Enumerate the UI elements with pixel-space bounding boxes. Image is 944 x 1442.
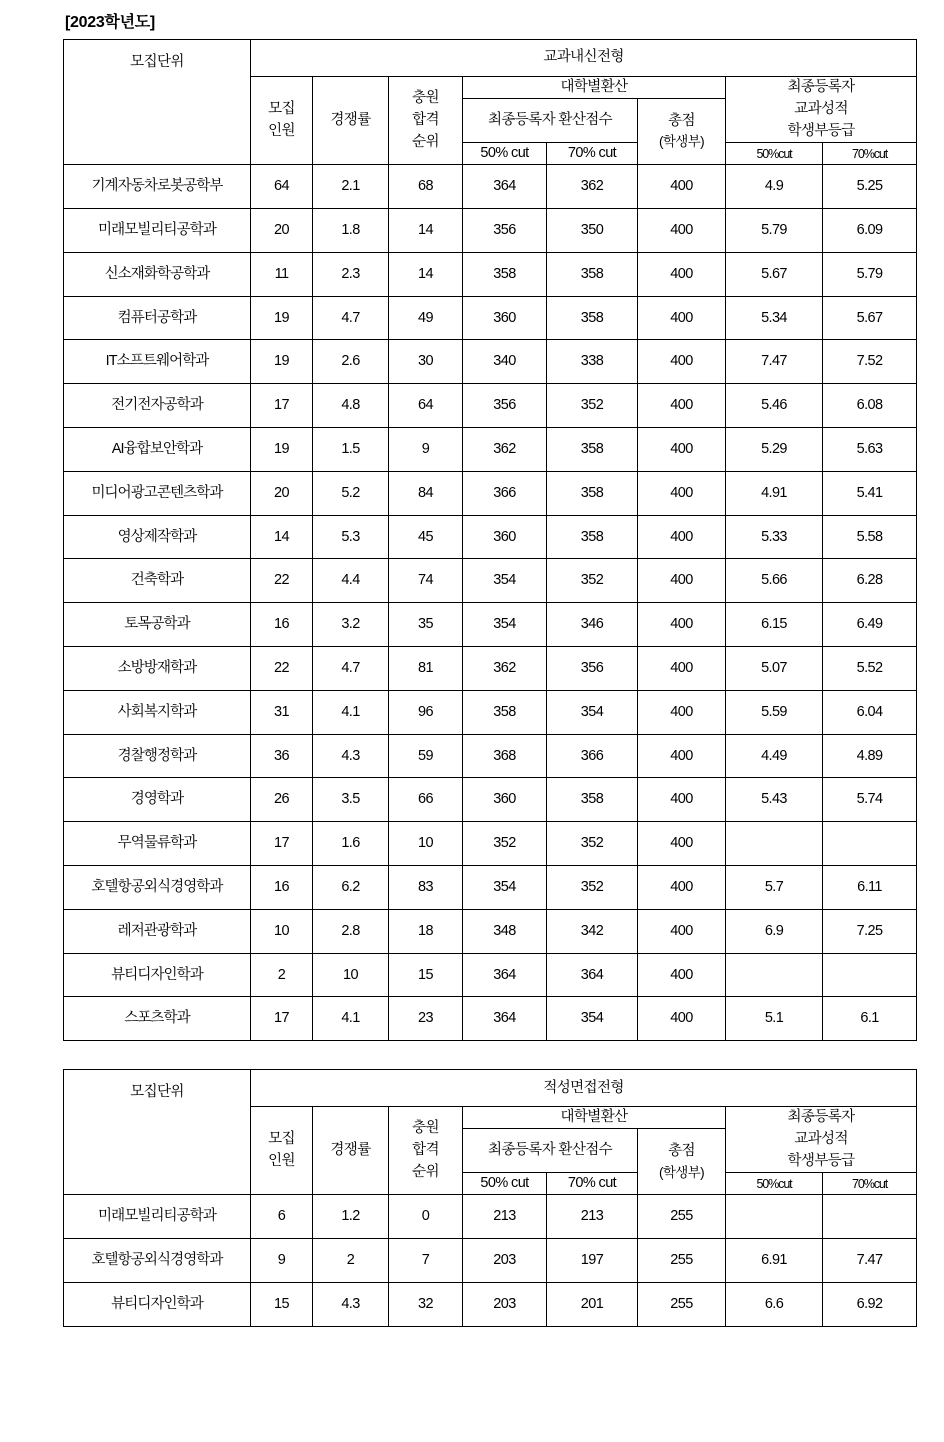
cell-total: 400 xyxy=(638,252,726,296)
cell-unit: 기계자동차로봇공학부 xyxy=(64,165,251,209)
header-final-score: 최종등록자 환산점수 xyxy=(463,1129,638,1173)
cell-total: 400 xyxy=(638,690,726,734)
header-grade-cut70: 70%cut xyxy=(823,1173,917,1195)
cell-score-cut70: 358 xyxy=(547,252,638,296)
cell-quota: 64 xyxy=(251,165,313,209)
cell-score-cut50: 368 xyxy=(463,734,547,778)
table-row xyxy=(64,866,917,910)
cell-score-cut70: 358 xyxy=(547,515,638,559)
table-row xyxy=(64,734,917,778)
cell-fill-rank: 66 xyxy=(389,778,463,822)
table-row xyxy=(64,690,917,734)
table-row xyxy=(64,428,917,472)
cell-score-cut70: 358 xyxy=(547,778,638,822)
cell-competition: 4.1 xyxy=(313,690,389,734)
table-row xyxy=(64,296,917,340)
table-row xyxy=(64,1195,917,1239)
cell-competition: 6.2 xyxy=(313,866,389,910)
cell-grade-cut70 xyxy=(823,953,917,997)
cell-score-cut70: 354 xyxy=(547,997,638,1041)
cell-competition: 2.3 xyxy=(313,252,389,296)
cell-quota: 17 xyxy=(251,822,313,866)
cell-quota: 2 xyxy=(251,953,313,997)
header-total-line1: 총점 xyxy=(668,1142,695,1159)
cell-grade-cut70: 5.25 xyxy=(823,165,917,209)
table-separator xyxy=(63,1041,944,1069)
cell-unit: 신소재화학공학과 xyxy=(64,252,251,296)
cell-competition: 1.5 xyxy=(313,428,389,472)
table-row xyxy=(64,384,917,428)
cell-grade-cut70: 7.47 xyxy=(823,1239,917,1283)
cell-competition: 4.3 xyxy=(313,734,389,778)
header-fill-line3: 순위 xyxy=(412,133,439,150)
header-conversion-group: 대학별환산 xyxy=(463,77,726,99)
table-row xyxy=(64,559,917,603)
cell-fill-rank: 14 xyxy=(389,209,463,253)
cell-total: 255 xyxy=(638,1195,726,1239)
cell-grade-cut50: 5.46 xyxy=(726,384,823,428)
cell-grade-cut70: 5.58 xyxy=(823,515,917,559)
cell-score-cut50: 364 xyxy=(463,165,547,209)
table-row xyxy=(64,997,917,1041)
cell-score-cut50: 360 xyxy=(463,296,547,340)
cell-quota: 14 xyxy=(251,515,313,559)
table-header-jeokseong-myeonjeop xyxy=(64,1070,917,1195)
cell-fill-rank: 23 xyxy=(389,997,463,1041)
cell-quota: 20 xyxy=(251,471,313,515)
cell-score-cut50: 213 xyxy=(463,1195,547,1239)
cell-unit: 영상제작학과 xyxy=(64,515,251,559)
cell-grade-cut50: 6.91 xyxy=(726,1239,823,1283)
header-score-cut70: 70% cut xyxy=(547,1173,638,1195)
cell-grade-cut70: 6.08 xyxy=(823,384,917,428)
header-grade-group xyxy=(726,77,917,143)
cell-total: 400 xyxy=(638,209,726,253)
cell-fill-rank: 10 xyxy=(389,822,463,866)
cell-grade-cut50: 5.79 xyxy=(726,209,823,253)
cell-total: 400 xyxy=(638,647,726,691)
cell-grade-cut70 xyxy=(823,1195,917,1239)
cell-grade-cut50: 5.7 xyxy=(726,866,823,910)
cell-score-cut70: 342 xyxy=(547,909,638,953)
cell-grade-cut50: 5.07 xyxy=(726,647,823,691)
cell-score-cut50: 203 xyxy=(463,1283,547,1327)
cell-unit: 경찰행정학과 xyxy=(64,734,251,778)
cell-score-cut50: 362 xyxy=(463,428,547,472)
cell-total: 400 xyxy=(638,428,726,472)
cell-grade-cut70: 5.79 xyxy=(823,252,917,296)
cell-fill-rank: 49 xyxy=(389,296,463,340)
cell-total: 400 xyxy=(638,165,726,209)
cell-score-cut50: 358 xyxy=(463,252,547,296)
header-grade-line1: 최종등록자 xyxy=(787,79,855,95)
table-row xyxy=(64,340,917,384)
cell-score-cut50: 360 xyxy=(463,778,547,822)
cell-score-cut50: 354 xyxy=(463,866,547,910)
header-unit: 모집단위 xyxy=(64,1070,251,1195)
table-row xyxy=(64,1239,917,1283)
cell-grade-cut70: 7.25 xyxy=(823,909,917,953)
cell-unit: 미래모빌리티공학과 xyxy=(64,1195,251,1239)
cell-unit: 미디어광고콘텐츠학과 xyxy=(64,471,251,515)
header-fill-line2: 합격 xyxy=(412,1141,439,1158)
cell-grade-cut50: 5.1 xyxy=(726,997,823,1041)
cell-unit: IT소프트웨어학과 xyxy=(64,340,251,384)
cell-competition: 2.1 xyxy=(313,165,389,209)
cell-competition: 1.6 xyxy=(313,822,389,866)
cell-competition: 3.2 xyxy=(313,603,389,647)
cell-competition: 2 xyxy=(313,1239,389,1283)
cell-quota: 17 xyxy=(251,384,313,428)
table-row xyxy=(64,822,917,866)
cell-quota: 6 xyxy=(251,1195,313,1239)
header-total-line1: 총점 xyxy=(668,112,695,129)
cell-competition: 2.6 xyxy=(313,340,389,384)
cell-total: 255 xyxy=(638,1239,726,1283)
cell-competition: 2.8 xyxy=(313,909,389,953)
admissions-table-jeokseong-myeonjeop xyxy=(63,1069,917,1327)
cell-unit: 토목공학과 xyxy=(64,603,251,647)
header-competition: 경쟁률 xyxy=(313,77,389,165)
table-row xyxy=(64,647,917,691)
table-body-gyogwa-naesin xyxy=(64,165,917,1041)
header-grade-group xyxy=(726,1107,917,1173)
cell-competition: 4.8 xyxy=(313,384,389,428)
header-fill-line2: 합격 xyxy=(412,111,439,128)
cell-unit: 뷰티디자인학과 xyxy=(64,953,251,997)
cell-quota: 36 xyxy=(251,734,313,778)
header-track-name: 교과내신전형 xyxy=(251,40,917,77)
cell-total: 400 xyxy=(638,953,726,997)
header-fill-rank xyxy=(389,77,463,165)
cell-grade-cut70: 7.52 xyxy=(823,340,917,384)
cell-competition: 4.4 xyxy=(313,559,389,603)
cell-total: 400 xyxy=(638,997,726,1041)
cell-unit: 스포츠학과 xyxy=(64,997,251,1041)
cell-score-cut50: 354 xyxy=(463,559,547,603)
cell-unit: 소방방재학과 xyxy=(64,647,251,691)
table-row xyxy=(64,778,917,822)
header-score-cut70: 70% cut xyxy=(547,143,638,165)
cell-quota: 19 xyxy=(251,428,313,472)
cell-fill-rank: 14 xyxy=(389,252,463,296)
cell-score-cut70: 366 xyxy=(547,734,638,778)
cell-grade-cut50: 7.47 xyxy=(726,340,823,384)
header-total-line2: (학생부) xyxy=(658,1164,705,1180)
header-track-name: 적성면접전형 xyxy=(251,1070,917,1107)
cell-grade-cut70: 5.67 xyxy=(823,296,917,340)
header-quota-line2: 인원 xyxy=(268,1152,295,1169)
cell-score-cut70: 201 xyxy=(547,1283,638,1327)
header-conversion-group: 대학별환산 xyxy=(463,1107,726,1129)
header-quota-line2: 인원 xyxy=(268,122,295,139)
header-grade-cut70: 70%cut xyxy=(823,143,917,165)
cell-quota: 17 xyxy=(251,997,313,1041)
cell-competition: 5.2 xyxy=(313,471,389,515)
cell-unit: 미래모빌리티공학과 xyxy=(64,209,251,253)
header-total-score xyxy=(638,1129,726,1195)
cell-grade-cut50: 5.67 xyxy=(726,252,823,296)
cell-grade-cut50: 4.9 xyxy=(726,165,823,209)
cell-total: 400 xyxy=(638,296,726,340)
cell-total: 400 xyxy=(638,340,726,384)
cell-score-cut50: 203 xyxy=(463,1239,547,1283)
header-score-cut50: 50% cut xyxy=(463,143,547,165)
cell-grade-cut50: 5.66 xyxy=(726,559,823,603)
cell-total: 400 xyxy=(638,866,726,910)
header-total-line2: (학생부) xyxy=(658,134,705,150)
cell-unit: 무역물류학과 xyxy=(64,822,251,866)
cell-fill-rank: 35 xyxy=(389,603,463,647)
table-row xyxy=(64,603,917,647)
header-grade-line3: 학생부등급 xyxy=(787,1152,855,1169)
cell-quota: 10 xyxy=(251,909,313,953)
header-fill-line1: 충원 xyxy=(412,1120,439,1137)
header-grade-line2: 교과성적 xyxy=(794,1130,848,1147)
cell-fill-rank: 59 xyxy=(389,734,463,778)
cell-fill-rank: 7 xyxy=(389,1239,463,1283)
header-total-score xyxy=(638,99,726,165)
cell-total: 400 xyxy=(638,734,726,778)
cell-score-cut50: 354 xyxy=(463,603,547,647)
cell-grade-cut50: 6.6 xyxy=(726,1283,823,1327)
table-row xyxy=(64,953,917,997)
table-row xyxy=(64,515,917,559)
cell-unit: 건축학과 xyxy=(64,559,251,603)
cell-fill-rank: 15 xyxy=(389,953,463,997)
table-row xyxy=(64,252,917,296)
cell-score-cut70: 358 xyxy=(547,471,638,515)
cell-total: 400 xyxy=(638,603,726,647)
cell-unit: 전기전자공학과 xyxy=(64,384,251,428)
table-body-jeokseong-myeonjeop xyxy=(64,1195,917,1326)
header-score-cut50: 50% cut xyxy=(463,1173,547,1195)
cell-fill-rank: 83 xyxy=(389,866,463,910)
cell-fill-rank: 0 xyxy=(389,1195,463,1239)
cell-unit: 호텔항공외식경영학과 xyxy=(64,1239,251,1283)
cell-score-cut50: 358 xyxy=(463,690,547,734)
cell-score-cut70: 364 xyxy=(547,953,638,997)
cell-score-cut50: 366 xyxy=(463,471,547,515)
cell-fill-rank: 96 xyxy=(389,690,463,734)
cell-score-cut50: 364 xyxy=(463,997,547,1041)
header-quota xyxy=(251,1107,313,1195)
cell-fill-rank: 18 xyxy=(389,909,463,953)
cell-quota: 16 xyxy=(251,603,313,647)
cell-quota: 22 xyxy=(251,559,313,603)
cell-score-cut70: 338 xyxy=(547,340,638,384)
cell-fill-rank: 30 xyxy=(389,340,463,384)
header-fill-line3: 순위 xyxy=(412,1163,439,1180)
header-grade-line3: 학생부등급 xyxy=(787,122,855,139)
header-grade-cut50: 50%cut xyxy=(726,1173,823,1195)
cell-quota: 15 xyxy=(251,1283,313,1327)
cell-score-cut50: 348 xyxy=(463,909,547,953)
cell-score-cut70: 197 xyxy=(547,1239,638,1283)
header-grade-cut50: 50%cut xyxy=(726,143,823,165)
cell-competition: 10 xyxy=(313,953,389,997)
cell-score-cut70: 352 xyxy=(547,384,638,428)
cell-score-cut50: 340 xyxy=(463,340,547,384)
cell-grade-cut50 xyxy=(726,822,823,866)
cell-quota: 16 xyxy=(251,866,313,910)
cell-grade-cut70: 5.52 xyxy=(823,647,917,691)
table-row xyxy=(64,909,917,953)
cell-score-cut70: 350 xyxy=(547,209,638,253)
cell-total: 400 xyxy=(638,559,726,603)
header-final-score: 최종등록자 환산점수 xyxy=(463,99,638,143)
table-header-gyogwa-naesin xyxy=(64,40,917,165)
header-unit: 모집단위 xyxy=(64,40,251,165)
header-grade-line2: 교과성적 xyxy=(794,100,848,117)
cell-grade-cut70: 6.09 xyxy=(823,209,917,253)
cell-total: 400 xyxy=(638,384,726,428)
cell-quota: 11 xyxy=(251,252,313,296)
table-row xyxy=(64,165,917,209)
cell-grade-cut70 xyxy=(823,822,917,866)
cell-score-cut70: 358 xyxy=(547,296,638,340)
cell-competition: 5.3 xyxy=(313,515,389,559)
page-title: [2023학년도] xyxy=(65,14,155,31)
cell-score-cut70: 352 xyxy=(547,822,638,866)
cell-score-cut70: 354 xyxy=(547,690,638,734)
cell-score-cut50: 356 xyxy=(463,384,547,428)
cell-unit: 경영학과 xyxy=(64,778,251,822)
cell-grade-cut50: 4.49 xyxy=(726,734,823,778)
cell-fill-rank: 9 xyxy=(389,428,463,472)
cell-unit: 뷰티디자인학과 xyxy=(64,1283,251,1327)
cell-grade-cut70: 6.1 xyxy=(823,997,917,1041)
cell-competition: 4.7 xyxy=(313,296,389,340)
cell-fill-rank: 64 xyxy=(389,384,463,428)
cell-total: 400 xyxy=(638,778,726,822)
cell-grade-cut70: 4.89 xyxy=(823,734,917,778)
header-quota-line1: 모집 xyxy=(268,1131,295,1148)
cell-score-cut70: 356 xyxy=(547,647,638,691)
cell-score-cut50: 352 xyxy=(463,822,547,866)
cell-grade-cut50: 5.59 xyxy=(726,690,823,734)
header-fill-rank xyxy=(389,1107,463,1195)
cell-grade-cut70: 6.49 xyxy=(823,603,917,647)
cell-competition: 4.3 xyxy=(313,1283,389,1327)
header-grade-line1: 최종등록자 xyxy=(787,1109,855,1126)
cell-unit: 레저관광학과 xyxy=(64,909,251,953)
header-competition: 경쟁률 xyxy=(313,1107,389,1195)
cell-quota: 22 xyxy=(251,647,313,691)
cell-score-cut50: 356 xyxy=(463,209,547,253)
cell-grade-cut70: 6.92 xyxy=(823,1283,917,1327)
cell-competition: 1.8 xyxy=(313,209,389,253)
cell-unit: AI융합보안학과 xyxy=(64,428,251,472)
cell-score-cut70: 346 xyxy=(547,603,638,647)
cell-grade-cut70: 6.28 xyxy=(823,559,917,603)
cell-score-cut50: 360 xyxy=(463,515,547,559)
table-row xyxy=(64,471,917,515)
cell-total: 400 xyxy=(638,515,726,559)
cell-total: 400 xyxy=(638,822,726,866)
cell-unit: 호텔항공외식경영학과 xyxy=(64,866,251,910)
cell-quota: 31 xyxy=(251,690,313,734)
cell-quota: 26 xyxy=(251,778,313,822)
header-fill-line1: 충원 xyxy=(412,90,439,106)
cell-score-cut70: 358 xyxy=(547,428,638,472)
cell-grade-cut70: 6.11 xyxy=(823,866,917,910)
cell-score-cut70: 362 xyxy=(547,165,638,209)
cell-competition: 4.7 xyxy=(313,647,389,691)
cell-unit: 사회복지학과 xyxy=(64,690,251,734)
header-quota-line1: 모집 xyxy=(268,100,295,117)
cell-quota: 19 xyxy=(251,296,313,340)
cell-grade-cut50: 5.33 xyxy=(726,515,823,559)
cell-fill-rank: 84 xyxy=(389,471,463,515)
cell-grade-cut50 xyxy=(726,1195,823,1239)
cell-grade-cut50: 5.29 xyxy=(726,428,823,472)
cell-grade-cut50 xyxy=(726,953,823,997)
cell-grade-cut50: 4.91 xyxy=(726,471,823,515)
cell-fill-rank: 45 xyxy=(389,515,463,559)
cell-score-cut50: 364 xyxy=(463,953,547,997)
cell-grade-cut50: 5.34 xyxy=(726,296,823,340)
cell-grade-cut70: 5.74 xyxy=(823,778,917,822)
cell-total: 400 xyxy=(638,471,726,515)
cell-quota: 19 xyxy=(251,340,313,384)
admissions-table-gyogwa-naesin xyxy=(63,39,917,1041)
cell-score-cut70: 352 xyxy=(547,866,638,910)
cell-fill-rank: 32 xyxy=(389,1283,463,1327)
cell-competition: 3.5 xyxy=(313,778,389,822)
cell-grade-cut70: 5.41 xyxy=(823,471,917,515)
cell-fill-rank: 68 xyxy=(389,165,463,209)
cell-grade-cut50: 6.9 xyxy=(726,909,823,953)
cell-fill-rank: 81 xyxy=(389,647,463,691)
header-quota xyxy=(251,77,313,165)
table-row xyxy=(64,209,917,253)
cell-total: 255 xyxy=(638,1283,726,1327)
cell-score-cut70: 213 xyxy=(547,1195,638,1239)
cell-total: 400 xyxy=(638,909,726,953)
cell-quota: 20 xyxy=(251,209,313,253)
cell-grade-cut70: 5.63 xyxy=(823,428,917,472)
cell-fill-rank: 74 xyxy=(389,559,463,603)
cell-competition: 1.2 xyxy=(313,1195,389,1239)
cell-competition: 4.1 xyxy=(313,997,389,1041)
cell-score-cut50: 362 xyxy=(463,647,547,691)
cell-quota: 9 xyxy=(251,1239,313,1283)
cell-grade-cut50: 5.43 xyxy=(726,778,823,822)
cell-score-cut70: 352 xyxy=(547,559,638,603)
cell-unit: 컴퓨터공학과 xyxy=(64,296,251,340)
cell-grade-cut50: 6.15 xyxy=(726,603,823,647)
cell-grade-cut70: 6.04 xyxy=(823,690,917,734)
table-row xyxy=(64,1283,917,1327)
